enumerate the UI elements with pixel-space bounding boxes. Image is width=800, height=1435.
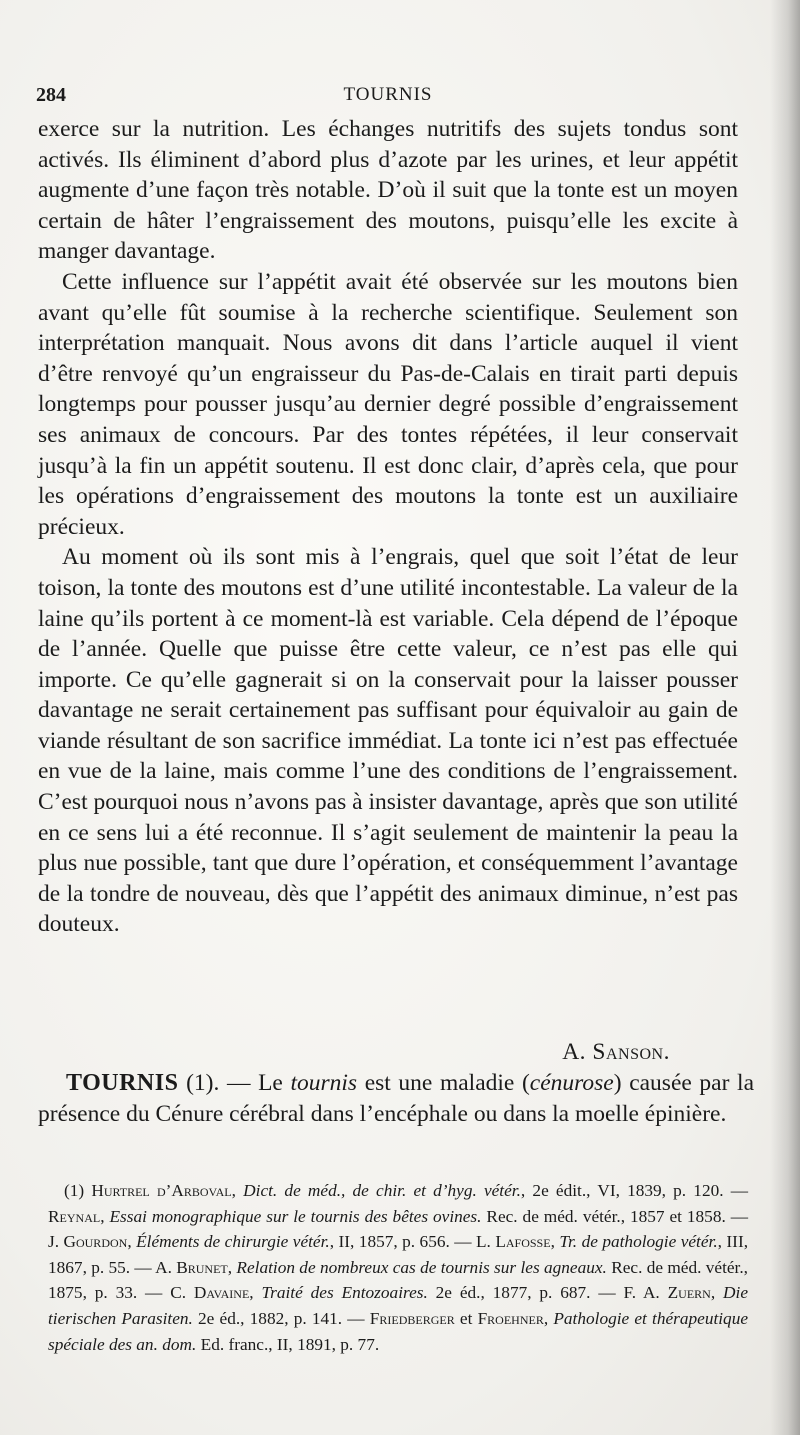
paragraph-3: Au moment où ils sont mis à l’engrais, quel que soit l’état de leur toison, la tonte des moutons est d’une utilité incontestable. La valeur de la laine qu’ils portent à ce moment-là est variable. Cela dépend de l’époque de l’année. Quelle que puisse être cette valeur, ce n’est pas elle qui importe. Ce qu’elle gagnerait si on la conservait pour la laisser pousser davantage ne serait certainement pas suffisant pour équivaloir au gain de viande résultant de son sacrifice immédiat. La tonte ici n’est pas effectuée en vue de la laine, mais comme l’une des conditions de l’engraissement. C’est pourquoi nous n’avons pas à insister davantage, après que son utilité en ce sens lui a été reconnue. Il s’agit seulement de maintenir la peau la plus nue possible, tant que dure l’opération, et conséquemment l’avantage de la tondre de nouveau, dès que l’appétit des animaux diminue, n’est pas douteux. (38, 544, 738, 938)
text: , (127, 1232, 137, 1252)
text: et (454, 1308, 478, 1328)
work-title: Traité des Entozoaires. (261, 1283, 428, 1303)
paragraph-2: Cette influence sur l’appétit avait été observée sur les moutons bien avant qu’elle fût soumise à la recherche scientifique. Seulement son interprétation manquait. Nous avons dit dans l’article auquel il vient d’être renvoyé qu’un engraisseur du Pas-de-Calais en tirait parti depuis longtemps pour pousser jusqu’au dernier degré possible d’engraissement ses animaux de concours. Par des tontes répétées, il leur conservait jusqu’à la fin un appétit soutenu. Il est donc clair, d’après cela, que pour les opérations d’engraissement des moutons la tonte est un auxiliaire précieux. (38, 268, 738, 540)
page-edge-shadow (770, 0, 800, 1435)
text: , (100, 1206, 110, 1226)
entry-paragraph (38, 1068, 754, 1129)
text: 2e éd., 1882, p. 141. — (192, 1308, 370, 1328)
footnote (48, 1178, 748, 1357)
author-name: Reynal (48, 1206, 101, 1226)
work-title: Éléments de chirurgie vétér. (136, 1232, 330, 1252)
entry-term: cénurose (529, 1070, 614, 1096)
text: , (710, 1283, 724, 1303)
text: Rec. de méd. vétér., 1875, p. 33. — C. (48, 1257, 748, 1303)
author-name: Hurtrel d’Arboval (91, 1181, 232, 1200)
author-name: Davaine (193, 1283, 250, 1303)
author-name: Friedberger (369, 1308, 455, 1328)
work-title: Tr. de pathologie vétér. (559, 1232, 718, 1252)
text: , (550, 1232, 560, 1252)
footnote-text (48, 1178, 748, 1357)
text: , (543, 1308, 554, 1328)
entry-text: est une maladie ( (357, 1070, 530, 1096)
dictionary-entry (38, 1068, 754, 1129)
text: , (231, 1181, 244, 1200)
entry-term: tournis (290, 1070, 358, 1096)
author-name: Gourdon (63, 1232, 128, 1252)
work-title: Relation de nombreux cas de tournis sur les agneaux. (236, 1257, 607, 1277)
text: , (249, 1283, 262, 1303)
page-number: 284 (36, 84, 66, 106)
text: 2e éd., 1877, p. 687. — F. A. (427, 1283, 668, 1303)
text: , III, 1867, p. 55. — A. (48, 1232, 749, 1277)
entry-text: ) causée par la présence du Cénure cérébral dans l’encéphale ou dans la moelle épinière. (38, 1070, 754, 1127)
paragraph-1: exerce sur la nutrition. Les échanges nutritifs des sujets tondus sont activés. Ils éliminent d’abord plus d’azote par les urines, et leur appétit augmente d’une façon très notable. D’où il suit que la tonte est un moyen certain de hâter l’engraissement des moutons, puisqu’elle les excite à manger davantage. (38, 116, 738, 265)
entry-text: — Le (219, 1070, 291, 1096)
footnote-reference: (1). (186, 1070, 220, 1096)
text: Rec. de méd. vétér., 1857 et 1858. — J. (48, 1206, 749, 1252)
text: Ed. franc., II, 1891, p. 77. (196, 1334, 380, 1354)
text: , II, 1857, p. 656. — L. (329, 1232, 496, 1252)
text: , (227, 1257, 237, 1277)
work-title: Die tierischen Parasiten. (48, 1283, 748, 1328)
work-title: Essai monographique sur le tournis des bêtes ovines. (109, 1206, 482, 1226)
author-name: Zuern (667, 1283, 711, 1303)
footnote-number: (1) (64, 1181, 92, 1200)
author-name: Lafosse (495, 1232, 551, 1252)
work-title: Pathologie et thérapeutique spéciale des an. dom. (48, 1308, 749, 1354)
text: , 2e édit., VI, 1839, p. 120. — (520, 1181, 749, 1200)
article-body (38, 114, 738, 940)
author-name: Froehner (477, 1308, 544, 1328)
work-title: Dict. de méd., de chir. et d’hyg. vétér. (243, 1181, 521, 1200)
running-header (36, 84, 740, 114)
author-signature: A. Sanson. (562, 1039, 670, 1065)
author-name: Brunet (176, 1257, 228, 1277)
entry-headword: TOURNIS (66, 1070, 179, 1096)
running-title: TOURNIS (343, 84, 433, 105)
